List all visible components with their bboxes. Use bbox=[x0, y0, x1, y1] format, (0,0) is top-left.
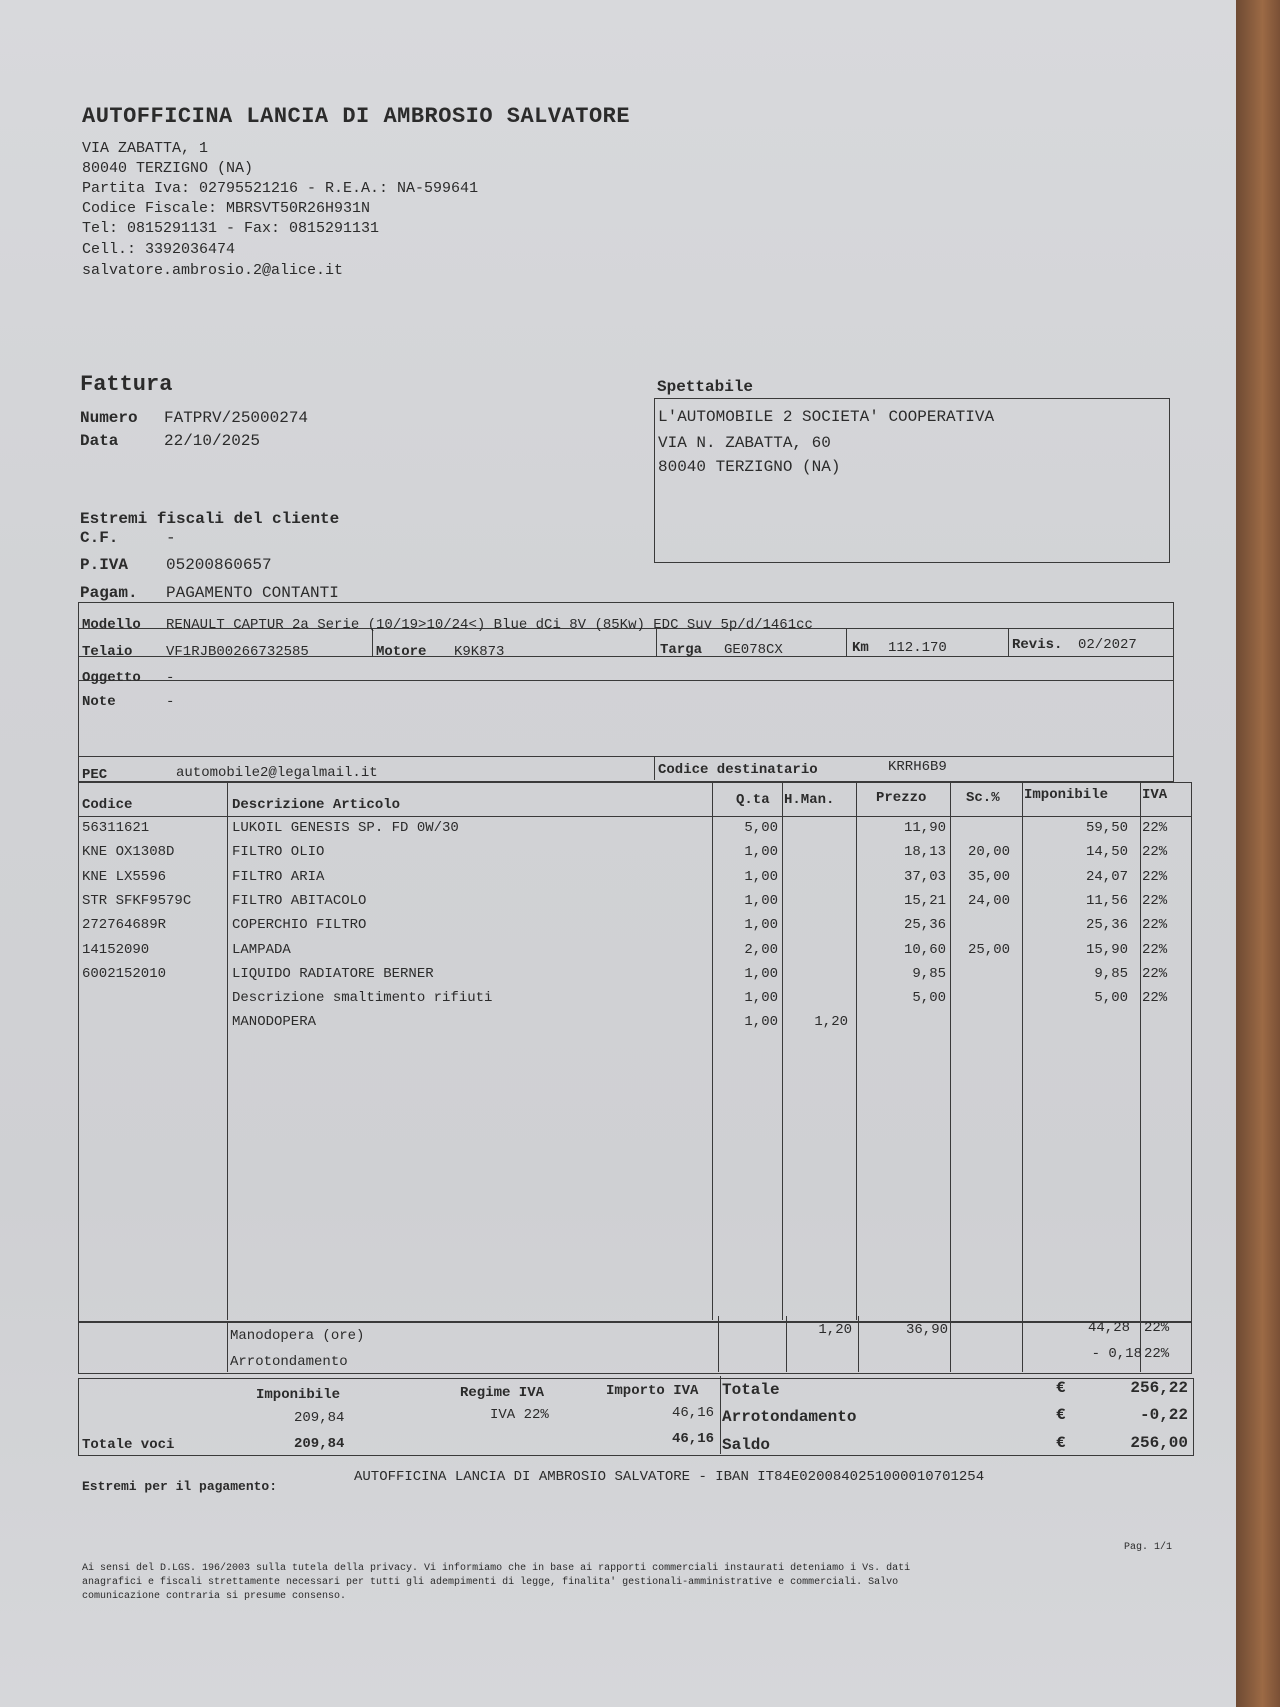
targa-value: GE078CX bbox=[724, 642, 783, 658]
cf-label: C.F. bbox=[80, 529, 119, 547]
telaio-value: VF1RJB00266732585 bbox=[166, 644, 309, 660]
cell-descrizione: LAMPADA bbox=[232, 941, 291, 958]
cell-qta: 2,00 bbox=[744, 941, 778, 958]
cell-prezzo: 25,36 bbox=[903, 917, 946, 934]
totale-value: 256,22 bbox=[1130, 1379, 1188, 1397]
col-header-codice: Codice bbox=[82, 797, 133, 813]
labor-iva: 22% bbox=[1144, 1320, 1170, 1336]
table-row bbox=[0, 1014, 1280, 1038]
currency-symbol: € bbox=[1056, 1406, 1066, 1424]
cell-qta: 1,00 bbox=[744, 868, 778, 885]
cell-descrizione: COPERCHIO FILTRO bbox=[232, 917, 367, 934]
modello-value: RENAULT CAPTUR 2a Serie (10/19>10/24<) Blue dCi 8V (85Kw) EDC Suv 5p/d/1461cc bbox=[166, 617, 813, 633]
divider bbox=[846, 628, 847, 656]
table-row bbox=[0, 942, 1280, 966]
divider bbox=[227, 1322, 228, 1372]
invoice-date: 22/10/2025 bbox=[164, 432, 261, 450]
codice-destinatario-value: KRRH6B9 bbox=[888, 759, 947, 775]
cell-prezzo: 11,90 bbox=[903, 820, 946, 836]
table-row bbox=[0, 820, 1280, 844]
cell-iva: 22% bbox=[1142, 941, 1168, 958]
cell-descrizione: LUKOIL GENESIS SP. FD 0W/30 bbox=[232, 820, 459, 836]
divider bbox=[858, 1316, 859, 1372]
cell-sconto: 35,00 bbox=[967, 868, 1010, 885]
col-header-descrizione: Descrizione Articolo bbox=[232, 797, 401, 813]
table-row bbox=[0, 966, 1280, 990]
labor-hours: 1,20 bbox=[818, 1322, 852, 1338]
recipient-city: 80040 TERZIGNO (NA) bbox=[658, 458, 841, 476]
company-address: VIA ZABATTA, 1 bbox=[82, 140, 209, 157]
cell-codice: 56311621 bbox=[82, 820, 150, 836]
cell-descrizione: FILTRO OLIO bbox=[232, 844, 325, 861]
cell-iva: 22% bbox=[1142, 892, 1168, 909]
cell-codice: 272764689R bbox=[82, 917, 167, 934]
cell-iva: 22% bbox=[1142, 965, 1168, 982]
invoice-date-label: Data bbox=[80, 432, 119, 450]
km-value: 112.170 bbox=[888, 640, 947, 656]
cell-descrizione: MANODOPERA bbox=[232, 1014, 317, 1031]
oggetto-value: - bbox=[166, 670, 175, 686]
divider bbox=[1008, 628, 1009, 656]
cell-imponibile: 11,56 bbox=[1085, 892, 1128, 909]
totale-voci-imponibile: 209,84 bbox=[294, 1436, 345, 1452]
divider bbox=[1022, 1316, 1023, 1372]
col-header-sconto: Sc.% bbox=[966, 790, 1000, 806]
divider bbox=[78, 816, 1192, 817]
cell-imponibile: 59,50 bbox=[1085, 820, 1128, 836]
company-vat: Partita Iva: 02795521216 - R.E.A.: NA-599641 bbox=[82, 180, 479, 197]
page-number: Pag. 1/1 bbox=[1124, 1542, 1173, 1553]
cell-imponibile: 5,00 bbox=[1094, 990, 1128, 1007]
note-label: Note bbox=[82, 694, 116, 710]
col-header-imponibile: Imponibile bbox=[1024, 787, 1109, 803]
summary-regime: IVA 22% bbox=[490, 1407, 549, 1423]
cell-codice: STR SFKF9579C bbox=[82, 892, 192, 909]
cell-sconto: 25,00 bbox=[967, 941, 1010, 958]
cell-prezzo: 5,00 bbox=[912, 990, 946, 1007]
summary-arrot-value: -0,22 bbox=[1139, 1406, 1188, 1424]
table-row bbox=[0, 917, 1280, 941]
summary-imponibile-label: Imponibile bbox=[256, 1387, 341, 1403]
summary-imponibile: 209,84 bbox=[294, 1410, 345, 1426]
cell-imponibile: 15,90 bbox=[1085, 941, 1128, 958]
oggetto-label: Oggetto bbox=[82, 670, 141, 686]
cell-imponibile: 14,50 bbox=[1085, 844, 1128, 861]
payment-label: Estremi per il pagamento: bbox=[82, 1479, 278, 1494]
cell-codice: 6002152010 bbox=[82, 965, 167, 982]
pec-label: PEC bbox=[82, 767, 108, 783]
divider bbox=[654, 756, 655, 780]
labor-label: Manodopera (ore) bbox=[230, 1328, 365, 1344]
cell-iva: 22% bbox=[1142, 820, 1168, 836]
divider bbox=[78, 680, 1174, 681]
labor-price: 36,90 bbox=[905, 1322, 948, 1338]
cell-iva: 22% bbox=[1142, 917, 1168, 934]
summary-arrot-label: Arrotondamento bbox=[722, 1408, 857, 1426]
cell-codice: 14152090 bbox=[82, 941, 150, 958]
cell-prezzo: 18,13 bbox=[903, 844, 946, 861]
cell-imponibile: 24,07 bbox=[1085, 868, 1128, 885]
cell-hman: 1,20 bbox=[814, 1014, 848, 1031]
privacy-line-3: comunicazione contraria si presume consenso. bbox=[82, 1591, 347, 1602]
table-row bbox=[0, 844, 1280, 868]
pec-value: automobile2@legalmail.it bbox=[176, 765, 378, 781]
cell-iva: 22% bbox=[1142, 844, 1168, 861]
privacy-line-2: anagrafici e fiscali strettamente necessari per tutti gli adempimenti di legge, finalita' gestionali-amministrative e commerciali. Salvo bbox=[82, 1577, 899, 1588]
codice-destinatario-label: Codice destinatario bbox=[658, 762, 818, 778]
divider bbox=[718, 1316, 719, 1372]
totale-voci-importo: 46,16 bbox=[671, 1431, 714, 1447]
cell-prezzo: 9,85 bbox=[912, 965, 946, 982]
company-phone: Tel: 0815291131 - Fax: 0815291131 bbox=[82, 220, 380, 237]
cell-qta: 1,00 bbox=[744, 1014, 778, 1031]
saldo-label: Saldo bbox=[722, 1436, 771, 1454]
divider bbox=[78, 756, 1174, 757]
pagam-label: Pagam. bbox=[80, 584, 138, 602]
divider bbox=[786, 1316, 787, 1372]
divider bbox=[720, 1376, 721, 1454]
cell-prezzo: 37,03 bbox=[903, 868, 946, 885]
cell-sconto: 20,00 bbox=[967, 844, 1010, 861]
divider bbox=[950, 1316, 951, 1372]
cell-iva: 22% bbox=[1142, 990, 1168, 1007]
saldo-value: 256,00 bbox=[1130, 1434, 1188, 1452]
piva-label: P.IVA bbox=[80, 556, 129, 574]
client-fiscal-heading: Estremi fiscali del cliente bbox=[80, 510, 340, 528]
summary-regime-label: Regime IVA bbox=[460, 1385, 545, 1401]
company-city: 80040 TERZIGNO (NA) bbox=[82, 160, 254, 177]
recipient-address: VIA N. ZABATTA, 60 bbox=[658, 434, 831, 452]
summary-importo-label: Importo IVA bbox=[606, 1383, 699, 1399]
revis-label: Revis. bbox=[1012, 637, 1063, 653]
col-header-iva: IVA bbox=[1142, 787, 1168, 803]
company-fiscal-code: Codice Fiscale: MBRSVT50R26H931N bbox=[82, 200, 371, 217]
targa-label: Targa bbox=[660, 642, 703, 658]
arrot-label: Arrotondamento bbox=[230, 1354, 348, 1370]
cell-qta: 1,00 bbox=[744, 965, 778, 982]
cell-iva: 22% bbox=[1142, 868, 1168, 885]
currency-symbol: € bbox=[1056, 1379, 1066, 1397]
divider bbox=[1140, 1316, 1141, 1372]
table-row bbox=[0, 869, 1280, 893]
summary-importo: 46,16 bbox=[671, 1405, 714, 1421]
table-row bbox=[0, 990, 1280, 1014]
payment-text: AUTOFFICINA LANCIA DI AMBROSIO SALVATORE - IBAN IT84E0200840251000010701254 bbox=[354, 1469, 985, 1485]
invoice-number-label: Numero bbox=[80, 409, 138, 427]
note-value: - bbox=[166, 694, 175, 710]
cell-qta: 1,00 bbox=[744, 892, 778, 909]
cell-qta: 5,00 bbox=[744, 820, 778, 836]
pagam-value: PAGAMENTO CONTANTI bbox=[166, 584, 339, 602]
cell-sconto: 24,00 bbox=[967, 892, 1010, 909]
cell-imponibile: 9,85 bbox=[1094, 965, 1128, 982]
cell-descrizione: FILTRO ARIA bbox=[232, 868, 325, 885]
arrot-iva: 22% bbox=[1144, 1346, 1170, 1362]
col-header-prezzo: Prezzo bbox=[876, 790, 927, 806]
cell-prezzo: 10,60 bbox=[903, 941, 946, 958]
col-header-hman: H.Man. bbox=[784, 792, 835, 808]
telaio-label: Telaio bbox=[82, 644, 133, 660]
km-label: Km bbox=[852, 640, 869, 656]
cell-codice: KNE OX1308D bbox=[82, 844, 175, 861]
revis-value: 02/2027 bbox=[1078, 637, 1137, 653]
piva-value: 05200860657 bbox=[166, 556, 272, 574]
cell-descrizione: FILTRO ABITACOLO bbox=[232, 892, 367, 909]
totale-voci-label: Totale voci bbox=[82, 1437, 175, 1453]
cell-qta: 1,00 bbox=[744, 844, 778, 861]
currency-symbol: € bbox=[1056, 1434, 1066, 1452]
cell-qta: 1,00 bbox=[744, 917, 778, 934]
totale-label: Totale bbox=[722, 1381, 780, 1399]
cell-prezzo: 15,21 bbox=[903, 892, 946, 909]
privacy-line-1: Ai sensi del D.LGS. 196/2003 sulla tutela della privacy. Vi informiamo che in base ai rapporti commerciali instaurati deteniamo i Vs. dati bbox=[82, 1563, 911, 1574]
company-name: AUTOFFICINA LANCIA DI AMBROSIO SALVATORE bbox=[82, 104, 631, 129]
cell-imponibile: 25,36 bbox=[1085, 917, 1128, 934]
recipient-name: L'AUTOMOBILE 2 SOCIETA' COOPERATIVA bbox=[658, 408, 995, 426]
company-cell: Cell.: 3392036474 bbox=[82, 241, 236, 258]
modello-label: Modello bbox=[82, 617, 141, 633]
recipient-label: Spettabile bbox=[657, 378, 754, 396]
invoice-title: Fattura bbox=[80, 372, 173, 397]
cf-value: - bbox=[166, 529, 176, 547]
cell-descrizione: Descrizione smaltimento rifiuti bbox=[232, 990, 493, 1007]
motore-label: Motore bbox=[376, 644, 427, 660]
invoice-number: FATPRV/25000274 bbox=[164, 409, 309, 427]
cell-codice: KNE LX5596 bbox=[82, 868, 167, 885]
cell-qta: 1,00 bbox=[744, 990, 778, 1007]
motore-value: K9K873 bbox=[454, 644, 505, 660]
arrot-imponibile: - 0,18 bbox=[1091, 1346, 1142, 1362]
col-header-qta: Q.ta bbox=[736, 792, 770, 808]
labor-imponibile: 44,28 bbox=[1087, 1320, 1130, 1336]
company-email: salvatore.ambrosio.2@alice.it bbox=[82, 262, 344, 279]
table-row bbox=[0, 893, 1280, 917]
cell-descrizione: LIQUIDO RADIATORE BERNER bbox=[232, 965, 434, 982]
